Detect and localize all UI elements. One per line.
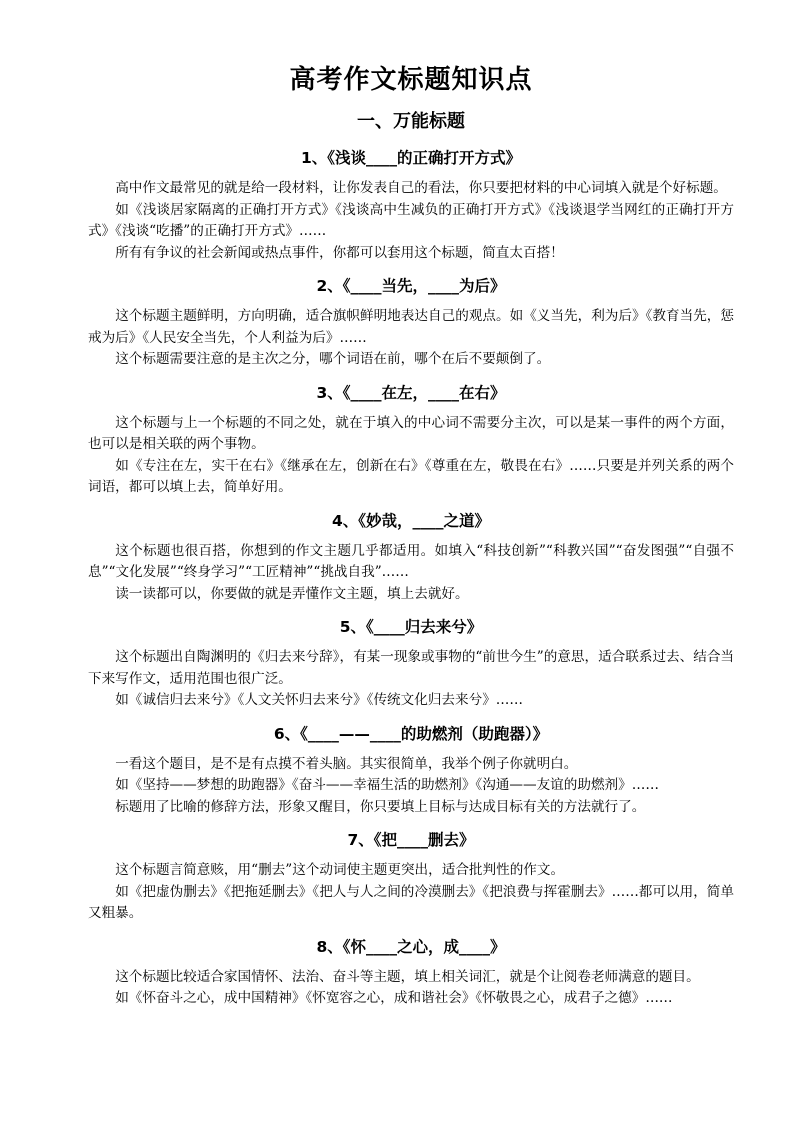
title-item-1 — [88, 146, 734, 264]
document-page — [88, 60, 734, 1010]
paragraph: 这个标题比较适合家国情怀、法治、奋斗等主题，填上相关词汇，就是个让阅卷老师满意的题目。 — [115, 968, 700, 985]
title-item-8 — [88, 935, 734, 1010]
document-title: 高考作文标题知识点 — [289, 65, 533, 95]
title-item-3 — [88, 381, 734, 499]
paragraph: 标题用了比喻的修辞方法，形象又醒目，你只要填上目标与达成目标有关的方法就行了。 — [115, 798, 646, 815]
paragraph: 这个标题需要注意的是主次之分，哪个词语在前，哪个在后不要颠倒了。 — [115, 351, 551, 367]
item-title: 3、《____在左，____在右》 — [316, 383, 506, 402]
paragraph: 所有有争议的社会新闻或热点事件，你都可以套用这个标题，简直太百搭！ — [115, 244, 564, 261]
paragraph: 高中作文最常见的就是给一段材料，让你发表自己的看法，你只要把材料的中心词填入就是个好标题。 — [115, 180, 727, 196]
item-title: 1、《浅谈____的正确打开方式》 — [300, 149, 522, 167]
paragraph: 读一读都可以，你要做的就是弄懂作文主题，填上去就好。 — [115, 585, 469, 602]
paragraph: 这个标题主题鲜明，方向明确，适合旗帜鲜明地表达自己的观点。如《义当先，利为后》《教育当先，惩戒为后》《人民安全当先，个人利益为后》…… — [88, 308, 734, 346]
item-title: 7、《把____删去》 — [347, 831, 475, 849]
title-item-6 — [88, 722, 734, 819]
item-title: 5、《____归去来兮》 — [339, 618, 483, 636]
paragraph: 如《把虚伪删去》《把拖延删去》《把人与人之间的冷漠删去》《把浪费与挥霍删去》……都可以用，简单又粗暴。 — [88, 883, 734, 921]
paragraph: 一看这个题目，是不是有点摸不着头脑。其实很简单，我举个例子你就明白。 — [115, 755, 578, 772]
title-item-2 — [88, 274, 734, 371]
paragraph: 这个标题与上一个标题的不同之处，就在于填入的中心词不需要分主次，可以是某一事件的两个方面，也可以是相关联的两个事物。 — [88, 414, 734, 452]
paragraph: 这个标题也很百搭，你想到的作文主题几乎都适用。如填入“科技创新”“科教兴国”“奋发图强”“自强不息”“文化发展”“终身学习”“工匠精神”“挑战自我”…… — [88, 542, 734, 580]
paragraph: 如《诚信归去来兮》《人文关怀归去来兮》《传统文化归去来兮》…… — [115, 692, 523, 708]
item-title: 4、《妙哉，____之道》 — [331, 511, 491, 530]
title-item-7 — [88, 828, 734, 925]
paragraph: 如《浅谈居家隔离的正确打开方式》《浅谈高中生减负的正确打开方式》《浅谈退学当网红的正确打开方式》《浅谈“吃播”的正确打开方式》…… — [88, 201, 734, 239]
paragraph: 这个标题出自陶渊明的《归去来兮辞》，有某一现象或事物的“前世今生”的意思，适合联系过去、结合当下来写作文，适用范围也很广泛。 — [88, 649, 735, 687]
title-item-5 — [88, 615, 734, 712]
title-item-4 — [88, 509, 734, 606]
paragraph: 如《怀奋斗之心，成中国精神》《怀宽容之心，成和谐社会》《怀敬畏之心，成君子之德》…… — [115, 990, 673, 1006]
item-title: 2、《____当先，____为后》 — [316, 277, 506, 295]
item-title: 6、《____——____的助燃剂（助跑器）》 — [273, 724, 549, 743]
item-title: 8、《怀____之心，成____》 — [316, 937, 506, 956]
section-title: 一、万能标题 — [357, 111, 465, 132]
paragraph: 这个标题言简意赅，用“删去”这个动词使主题更突出，适合批判性的作文。 — [115, 862, 565, 878]
paragraph: 如《专注在左，实干在右》《继承在左，创新在右》《尊重在左，敬畏在右》……只要是并列关系的两个词语，都可以填上去，简单好用。 — [88, 457, 734, 495]
paragraph: 如《坚持——梦想的助跑器》《奋斗——幸福生活的助燃剂》《沟通——友谊的助燃剂》…… — [115, 777, 659, 793]
